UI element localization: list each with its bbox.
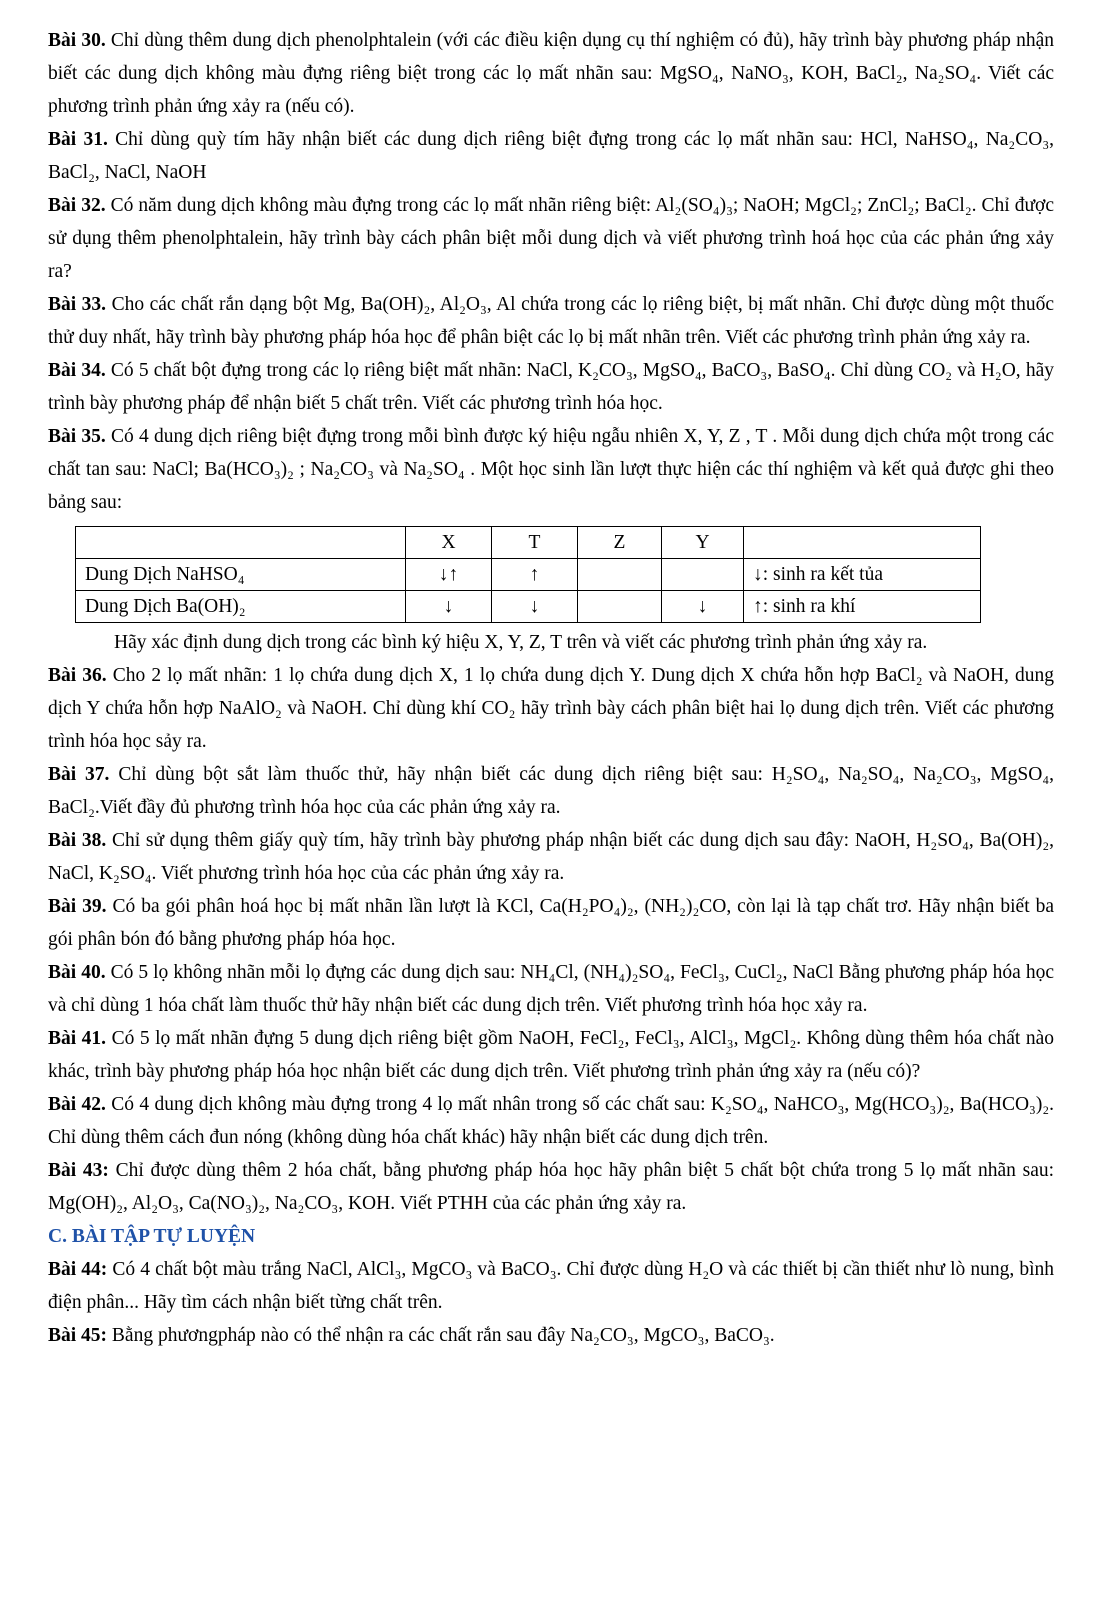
exercise-42-label: Bài 42. — [48, 1094, 106, 1115]
exercise-38-text: Chỉ sử dụng thêm giấy quỳ tím, hãy trình bày phương pháp nhận biết các dung dịch sau đây: NaOH, H₂SO₄, Ba(OH)₂, NaCl, K₂SO₄. Viết phương trình hóa học của các phản ứng xảy ra. — [48, 830, 1054, 884]
exercise-45-text: Bằng phươngpháp nào có thể nhận ra các chất rắn sau đây Na₂CO₃, MgCO₃, BaCO₃. — [111, 1325, 775, 1346]
cell-note: ↑: sinh ra khí — [744, 591, 981, 623]
exercise-35-text: Có 4 dung dịch riêng biệt đựng trong mỗi bình được ký hiệu ngẫu nhiên X, Y, Z , T . Mỗi dung dịch chứa một trong các chất tan sau: NaCl; Ba(HCO₃)₂ ; Na₂CO₃ và Na₂SO₄ . Một học sinh lần lượt thực hiện các thí nghiệm và kết quả được ghi theo bảng sau: — [48, 426, 1055, 513]
exercise-34-text: Có 5 chất bột đựng trong các lọ riêng biệt mất nhãn: NaCl, K₂CO₃, MgSO₄, BaCO₃, BaSO₄. Chỉ dùng CO₂ và H₂O, hãy trình bày phương pháp để nhận biết 5 chất trên. Viết các phương trình hóa học. — [48, 360, 1054, 414]
exercise-34 — [48, 354, 1054, 420]
exercise-31 — [48, 123, 1054, 189]
row-label: Dung Dịch Ba(OH)₂ — [76, 591, 406, 623]
exercise-39-label: Bài 39. — [48, 896, 107, 917]
table-header-t: T — [492, 527, 578, 559]
exercise-32 — [48, 189, 1054, 288]
exercise-36 — [48, 659, 1054, 758]
exercise-35-label: Bài 35. — [48, 426, 106, 447]
exercise-32-label: Bài 32. — [48, 195, 106, 216]
cell-x: ↓↑ — [406, 559, 492, 591]
exercise-39-text: Có ba gói phân hoá học bị mất nhãn lần lượt là KCl, Ca(H₂PO₄)₂, (NH₂)₂CO, còn lại là tạp chất trơ. Hãy nhận biết ba gói phân bón đó bằng phương pháp hóa học. — [48, 896, 1054, 950]
exercise-41-text: Có 5 lọ mất nhãn đựng 5 dung dịch riêng biệt gồm NaOH, FeCl₂, FeCl₃, AlCl₃, MgCl₂. Không dùng thêm hóa chất nào khác, trình bày phương pháp hóa học nhận biết các dung dịch trên. Viết phương trình phản ứng xảy ra (nếu có)? — [48, 1028, 1054, 1082]
exercise-36-label: Bài 36. — [48, 665, 107, 686]
cell-y: ↓ — [662, 591, 744, 623]
exercise-42-text: Có 4 dung dịch không màu đựng trong 4 lọ mất nhân trong số các chất sau: K₂SO₄, NaHCO₃, Mg(HCO₃)₂, Ba(HCO₃)₂. Chỉ dùng thêm cách đun nóng (không dùng hóa chất khác) hãy nhận biết các dung dịch trên. — [48, 1094, 1054, 1148]
exercise-40-text: Có 5 lọ không nhãn mỗi lọ đựng các dung dịch sau: NH₄Cl, (NH₄)₂SO₄, FeCl₃, CuCl₂, NaCl Bằng phương pháp hóa học và chỉ dùng 1 hóa chất làm thuốc thử hãy nhận biết các dung dịch trên. Viết phương trình hóa học xảy ra. — [48, 962, 1054, 1016]
exercise-45-label: Bài 45: — [48, 1325, 108, 1346]
cell-t: ↓ — [492, 591, 578, 623]
exercise-35 — [48, 420, 1054, 519]
exercise-37 — [48, 758, 1054, 824]
exercise-43-label: Bài 43: — [48, 1160, 109, 1181]
exercise-35-conclusion: Hãy xác định dung dịch trong các bình ký hiệu X, Y, Z, T trên và viết các phương trình phản ứng xảy ra. — [114, 632, 928, 653]
exercise-39 — [48, 890, 1054, 956]
exercise-30-label: Bài 30. — [48, 30, 106, 51]
exercise-44-text: Có 4 chất bột màu trắng NaCl, AlCl₃, MgCO₃ và BaCO₃. Chỉ được dùng H₂O và các thiết bị cần thiết như lò nung, bình điện phân... Hãy tìm cách nhận biết từng chất trên. — [48, 1259, 1054, 1313]
exercise-34-label: Bài 34. — [48, 360, 106, 381]
table-row-nahso4 — [76, 559, 981, 591]
exercise-30-text: Chỉ dùng thêm dung dịch phenolphtalein (với các điều kiện dụng cụ thí nghiệm có đủ), hãy trình bày phương pháp nhận biết các dung dịch không màu đựng riêng biệt trong các lọ mất nhãn sau: MgSO₄, NaNO₃, KOH, BaCl₂, Na₂SO₄. Viết các phương trình phản ứng xảy ra (nếu có). — [48, 30, 1054, 117]
exercise-36-text: Cho 2 lọ mất nhãn: 1 lọ chứa dung dịch X, 1 lọ chứa dung dịch Y. Dung dịch X chứa hỗn hợp BaCl₂ và NaOH, dung dịch Y chứa hỗn hợp NaAlO₂ và NaOH. Chỉ dùng khí CO₂ hãy trình bày cách phân biệt hai lọ dung dịch trên. Viết các phương trình hóa học sảy ra. — [48, 665, 1054, 752]
cell-y — [662, 559, 744, 591]
table-row-baoh2 — [76, 591, 981, 623]
exercise-31-text: Chỉ dùng quỳ tím hãy nhận biết các dung dịch riêng biệt đựng trong các lọ mất nhãn sau: HCl, NaHSO₄, Na₂CO₃, BaCl₂, NaCl, NaOH — [48, 129, 1054, 183]
exercise-41-label: Bài 41. — [48, 1028, 107, 1049]
table-header-note — [744, 527, 981, 559]
exercise-33 — [48, 288, 1054, 354]
exercise-30 — [48, 24, 1054, 123]
exercise-40-label: Bài 40. — [48, 962, 106, 983]
cell-z — [578, 559, 662, 591]
table-header-x: X — [406, 527, 492, 559]
exercise-32-text: Có năm dung dịch không màu đựng trong các lọ mất nhãn riêng biệt: Al₂(SO₄)₃; NaOH; MgCl₂; ZnCl₂; BaCl₂. Chỉ được sử dụng thêm phenolphtalein, hãy trình bày cách phân biệt mỗi dung dịch và viết phương trình hoá học của các phản ứng xảy ra? — [48, 195, 1054, 282]
exercise-41 — [48, 1022, 1054, 1088]
section-heading: C. BÀI TẬP TỰ LUYỆN — [48, 1226, 256, 1247]
exercise-31-label: Bài 31. — [48, 129, 108, 150]
exercise-33-label: Bài 33. — [48, 294, 107, 315]
exercise-45 — [48, 1319, 1054, 1352]
row-label: Dung Dịch NaHSO₄ — [76, 559, 406, 591]
table-header-z: Z — [578, 527, 662, 559]
exercise-38-label: Bài 38. — [48, 830, 107, 851]
exercise-37-label: Bài 37. — [48, 764, 110, 785]
exercise-43 — [48, 1154, 1054, 1220]
exercise-43-text: Chỉ được dùng thêm 2 hóa chất, bằng phương pháp hóa học hãy phân biệt 5 chất bột chứa trong 5 lọ mất nhãn sau: Mg(OH)₂, Al₂O₃, Ca(NO₃)₂, Na₂CO₃, KOH. Viết PTHH của các phản ứng xảy ra. — [48, 1160, 1055, 1214]
cell-note: ↓: sinh ra kết tủa — [744, 559, 981, 591]
cell-t: ↑ — [492, 559, 578, 591]
cell-x: ↓ — [406, 591, 492, 623]
table-header-empty — [76, 527, 406, 559]
exercise-44 — [48, 1253, 1054, 1319]
experiment-result-table — [75, 526, 981, 623]
cell-z — [578, 591, 662, 623]
table-header-y: Y — [662, 527, 744, 559]
exercise-38 — [48, 824, 1054, 890]
table-header-row — [76, 527, 981, 559]
exercise-42 — [48, 1088, 1054, 1154]
exercise-33-text: Cho các chất rắn dạng bột Mg, Ba(OH)₂, Al₂O₃, Al chứa trong các lọ riêng biệt, bị mất nhãn. Chỉ được dùng một thuốc thử duy nhất, hãy trình bày phương pháp hóa học để phân biệt các lọ bị mất nhãn trên. Viết các phương trình phản ứng xảy ra. — [48, 294, 1054, 348]
exercise-37-text: Chỉ dùng bột sắt làm thuốc thử, hãy nhận biết các dung dịch riêng biệt sau: H₂SO₄, Na₂SO₄, Na₂CO₃, MgSO₄, BaCl₂.Viết đầy đủ phương trình hóa học của các phản ứng xảy ra. — [48, 764, 1054, 818]
exercise-44-label: Bài 44: — [48, 1259, 108, 1280]
exercise-40 — [48, 956, 1054, 1022]
